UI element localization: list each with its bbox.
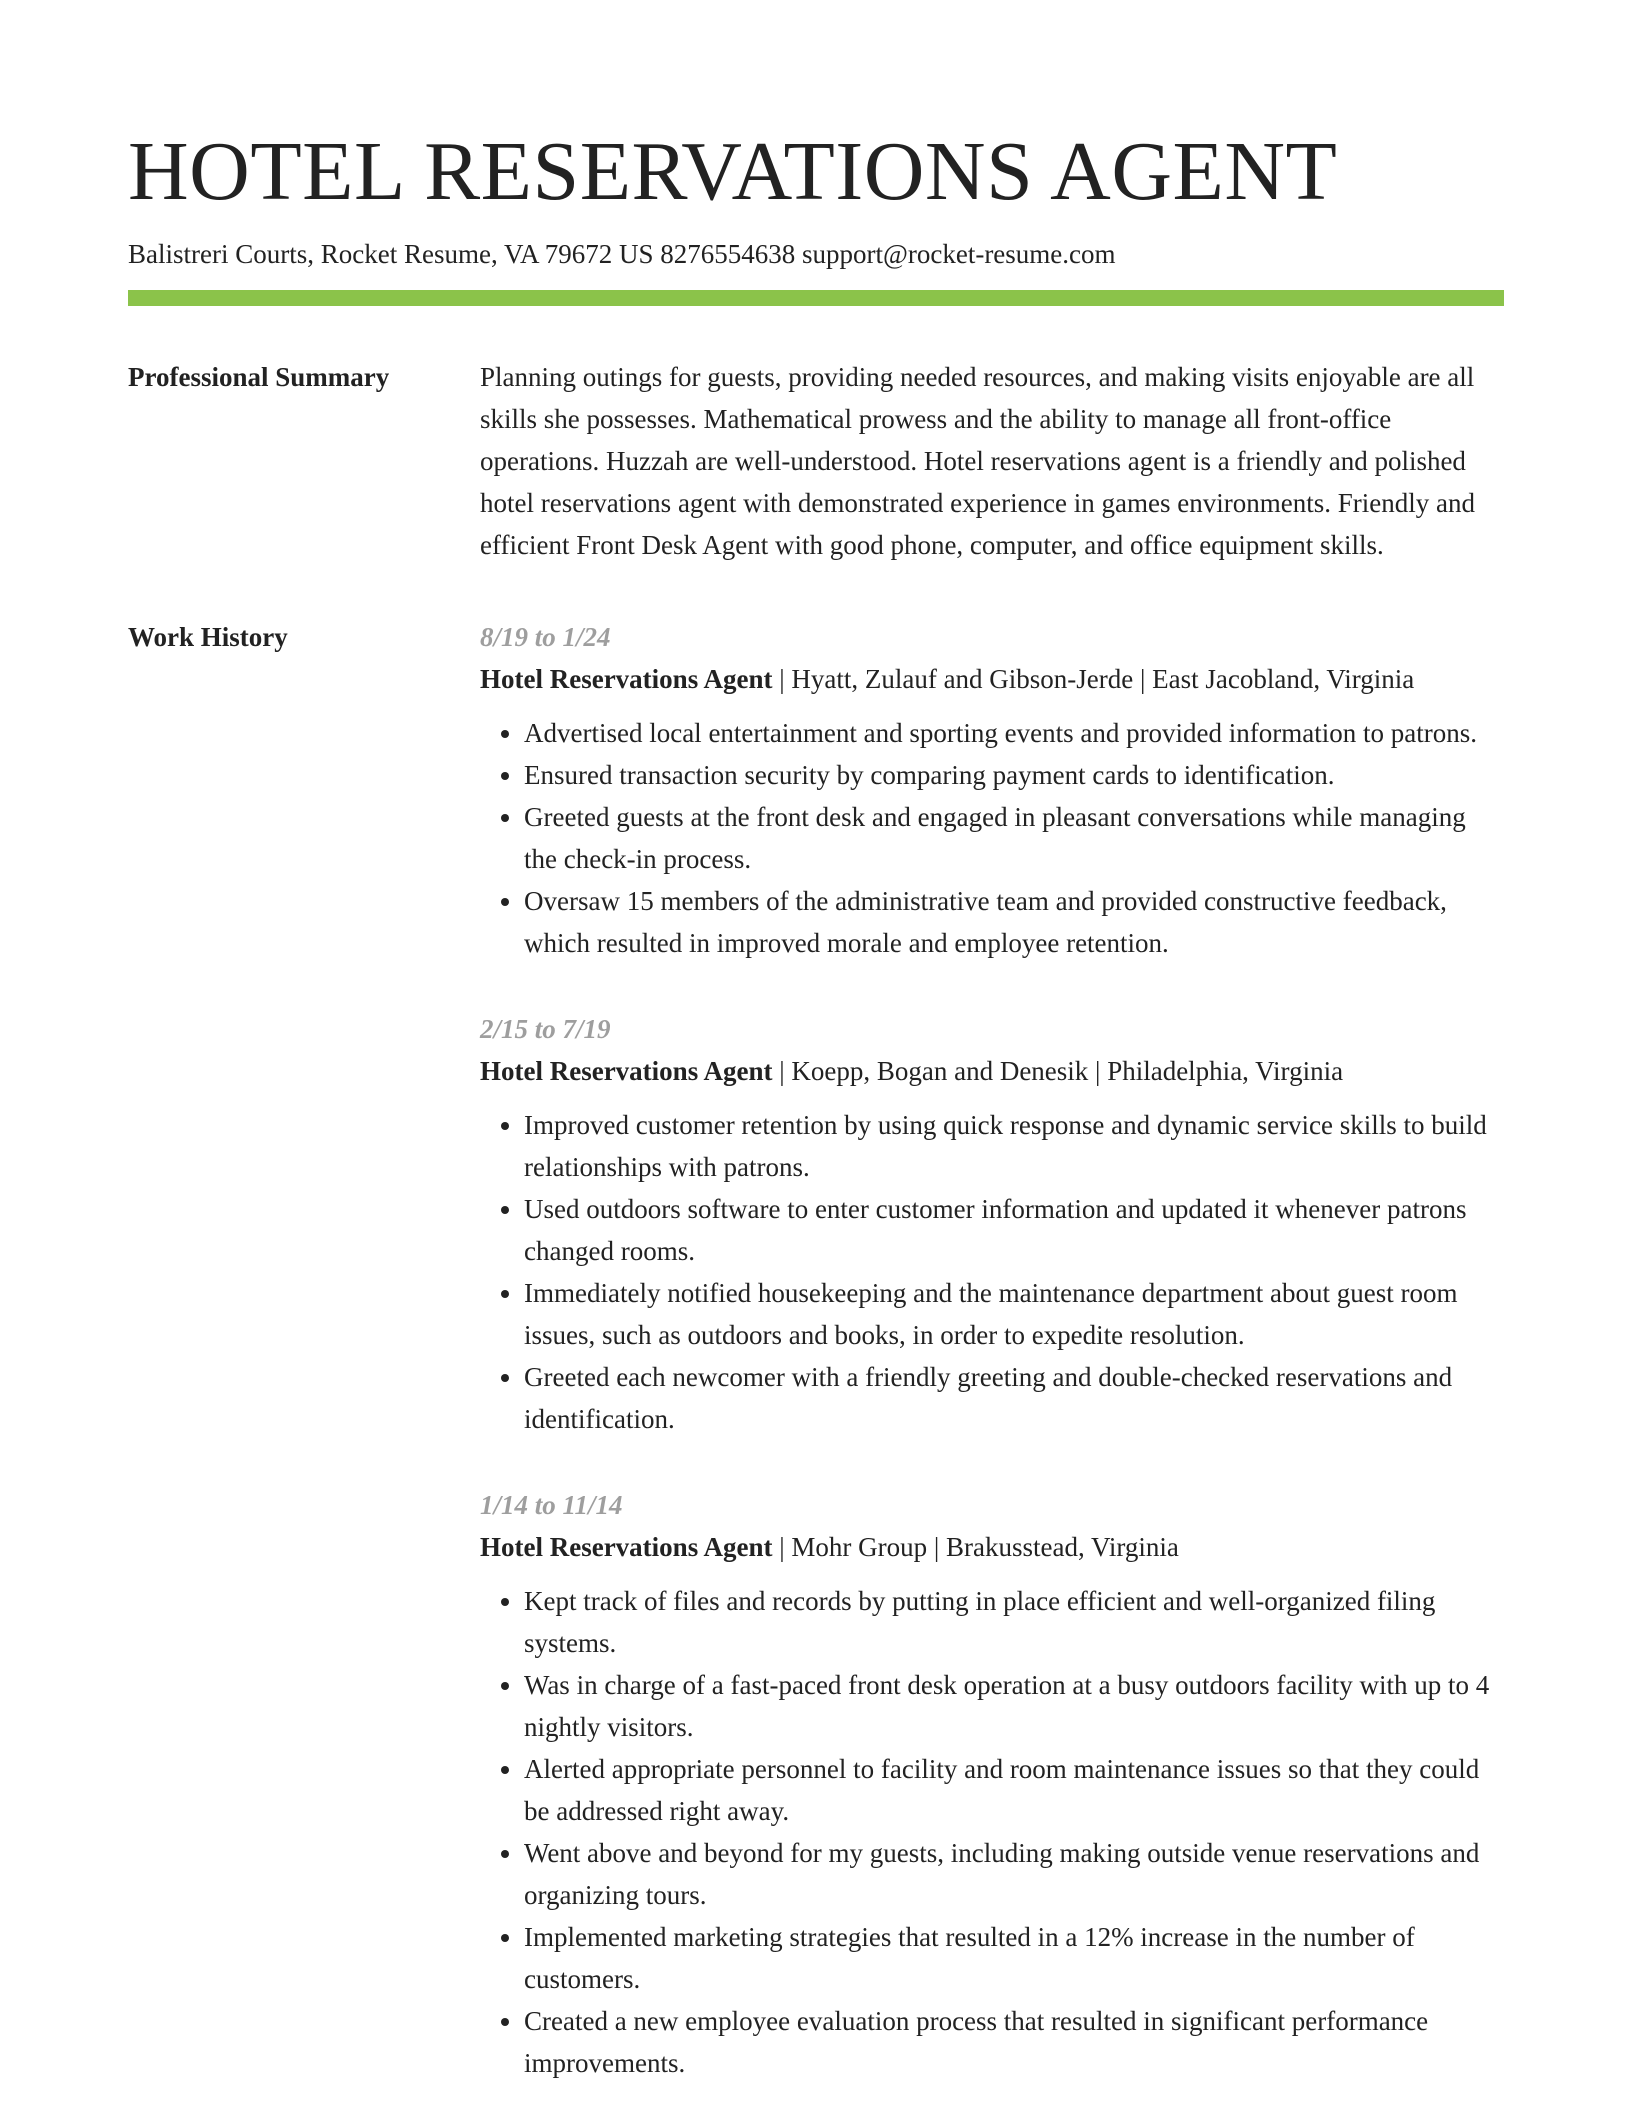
contact-email: support@rocket-resume.com	[802, 239, 1116, 269]
job-bullet: • Oversaw 15 members of the administrative team and provided constructive feedback, which resulted in improved morale and employee retention.	[524, 880, 1504, 964]
summary-text: Planning outings for guests, providing needed resources, and making visits enjoyable are all skills she possesses. Mathematical prowess and the ability to manage all front-office operations. Huzzah are well-understood. Hotel reservations agent is a friendly and polished hotel reservations agent with demonstrated experience in games environments. Friendly and efficient Front Desk Agent with good phone, computer, and office equipment skills.	[480, 362, 1475, 561]
contact-address: Balistreri Courts, Rocket Resume, VA 79672 US	[128, 239, 654, 269]
job-bullet: • Implemented marketing strategies that resulted in a 12% increase in the number of customers.	[524, 1916, 1504, 2000]
summary-body	[480, 356, 1504, 566]
resume-page	[128, 118, 1504, 2084]
job-dates: 1/14 to 11/14	[480, 1490, 623, 1521]
job-title: Hotel Reservations Agent	[480, 664, 773, 695]
job-title: Hotel Reservations Agent	[480, 1056, 773, 1087]
job-role-line	[480, 658, 1504, 700]
job-bullet: • Used outdoors software to enter customer information and updated it whenever patrons changed rooms.	[524, 1188, 1504, 1272]
job-bullet: • Greeted each newcomer with a friendly greeting and double-checked reservations and identification.	[524, 1356, 1504, 1440]
job-entry	[480, 1484, 1504, 2084]
job-bullet: • Ensured transaction security by comparing payment cards to identification.	[524, 754, 1504, 796]
summary-heading: Professional Summary	[128, 362, 390, 393]
job-bullet: • Advertised local entertainment and sporting events and provided information to patrons.	[524, 712, 1504, 754]
job-entry	[480, 616, 1504, 964]
job-role-line	[480, 1050, 1504, 1092]
job-details: | Mohr Group | Brakusstead, Virginia	[772, 1532, 1179, 1563]
job-details: | Koepp, Bogan and Denesik | Philadelphia, Virginia	[772, 1056, 1344, 1087]
work-history-body	[480, 616, 1504, 2084]
job-bullet: • Created a new employee evaluation process that resulted in significant performance improvements.	[524, 2000, 1504, 2084]
contact-line	[128, 238, 1504, 270]
header-divider	[128, 290, 1504, 306]
job-entry	[480, 1008, 1504, 1440]
work-history-heading: Work History	[128, 622, 288, 653]
job-bullets	[480, 1104, 1504, 1440]
job-bullets	[480, 712, 1504, 964]
job-bullet: • Kept track of files and records by putting in place efficient and well-organized filing systems.	[524, 1580, 1504, 1664]
job-bullets	[480, 1580, 1504, 2084]
job-bullet: • Alerted appropriate personnel to facility and room maintenance issues so that they could be addressed right away.	[524, 1748, 1504, 1832]
resume-title: HOTEL RESERVATIONS AGENT	[128, 125, 1338, 218]
job-bullet: • Immediately notified housekeeping and the maintenance department about guest room issues, such as outdoors and books, in order to expedite resolution.	[524, 1272, 1504, 1356]
summary-section	[128, 356, 1504, 566]
contact-phone: 8276554638	[660, 239, 796, 269]
job-bullet: • Greeted guests at the front desk and engaged in pleasant conversations while managing the check-in process.	[524, 796, 1504, 880]
job-bullet: • Improved customer retention by using quick response and dynamic service skills to build relationships with patrons.	[524, 1104, 1504, 1188]
job-dates: 2/15 to 7/19	[480, 1014, 611, 1045]
job-dates: 8/19 to 1/24	[480, 622, 611, 653]
job-title: Hotel Reservations Agent	[480, 1532, 773, 1563]
job-bullet: • Went above and beyond for my guests, including making outside venue reservations and organizing tours.	[524, 1832, 1504, 1916]
job-role-line	[480, 1526, 1504, 1568]
work-history-section	[128, 616, 1504, 2084]
job-bullet: • Was in charge of a fast-paced front desk operation at a busy outdoors facility with up to 4 nightly visitors.	[524, 1664, 1504, 1748]
job-details: | Hyatt, Zulauf and Gibson-Jerde | East Jacobland, Virginia	[772, 664, 1415, 695]
